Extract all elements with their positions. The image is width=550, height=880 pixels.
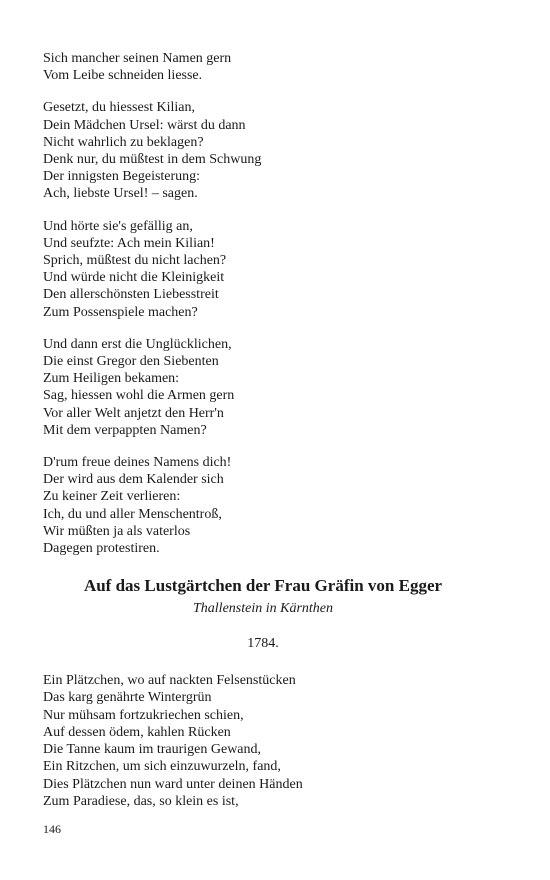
poem-line: Dagegen protestiren. <box>43 541 160 557</box>
poem-line: Zum Paradiese, das, so klein es ist, <box>43 793 239 809</box>
poem-line: Ich, du und aller Menschentroß, <box>43 506 222 522</box>
stanza-1 <box>43 50 483 84</box>
poem-line: Sprich, müßtest du nicht lachen? <box>43 253 227 269</box>
poem-line: Sag, hiessen wohl die Armen gern <box>43 388 235 404</box>
page-body <box>43 50 483 825</box>
stanza-3 <box>43 218 483 321</box>
stanza-4 <box>43 336 483 439</box>
poem-line: Vor aller Welt anjetzt den Herr'n <box>43 405 224 421</box>
poem-line: Denk nur, du müßtest in dem Schwung <box>43 152 262 168</box>
poem-line: Gesetzt, du hiessest Kilian, <box>43 100 196 116</box>
poem-line: Mit dem verpappten Namen? <box>43 422 207 438</box>
poem-line: Der innigsten Begeisterung: <box>43 169 201 185</box>
stanza-5 <box>43 454 483 557</box>
poem-line: Der wird aus dem Kalender sich <box>43 472 224 488</box>
poem-line: Wir müßten ja als vaterlos <box>43 523 191 539</box>
poem-line: Dies Plätzchen nun ward unter deinen Händen <box>43 776 303 792</box>
poem-line: Und seufzte: Ach mein Kilian! <box>43 235 215 251</box>
poem-line: Auf dessen ödem, kahlen Rücken <box>43 724 231 740</box>
poem-line: Ein Ritzchen, um sich einzuwurzeln, fand, <box>43 759 281 775</box>
poem-line: Zum Possenspiele machen? <box>43 304 198 320</box>
poem-date: 1784. <box>247 636 279 652</box>
poem-line: D'rum freue deines Namens dich! <box>43 455 232 471</box>
poem-line: Zu keiner Zeit verlieren: <box>43 489 181 505</box>
poem-line: Die Tanne kaum im traurigen Gewand, <box>43 742 262 758</box>
poem-line: Sich mancher seinen Namen gern <box>43 51 232 66</box>
poem-line: Dein Mädchen Ursel: wärst du dann <box>43 117 246 133</box>
poem-line: Die einst Gregor den Siebenten <box>43 354 219 370</box>
poem-line: Den allerschönsten Liebesstreit <box>43 287 219 303</box>
poem-line: Und würde nicht die Kleinigkeit <box>43 270 225 286</box>
poem-line: Und dann erst die Unglücklichen, <box>43 336 232 352</box>
poem-subtitle: Thallenstein in Kärnthen <box>193 601 333 617</box>
poem-line: Nur mühsam fortzukriechen schien, <box>43 707 244 723</box>
stanza-2 <box>43 99 483 202</box>
poem-line: Das karg genährte Wintergrün <box>43 690 212 706</box>
poem-title: Auf das Lustgärtchen der Frau Gräfin von Egger <box>83 576 443 596</box>
poem-line: Zum Heiligen bekamen: <box>43 371 180 387</box>
poem-line: Vom Leibe schneiden liesse. <box>43 68 203 84</box>
stanza-next-poem-1 <box>43 672 483 810</box>
poem-line: Und hörte sie's gefällig an, <box>43 218 193 234</box>
poem-line: Nicht wahrlich zu beklagen? <box>43 134 204 150</box>
page-number: 146 <box>43 822 61 836</box>
poem-line: Ach, liebste Ursel! – sagen. <box>43 186 198 202</box>
poem-line: Ein Plätzchen, wo auf nackten Felsenstücken <box>43 673 296 689</box>
